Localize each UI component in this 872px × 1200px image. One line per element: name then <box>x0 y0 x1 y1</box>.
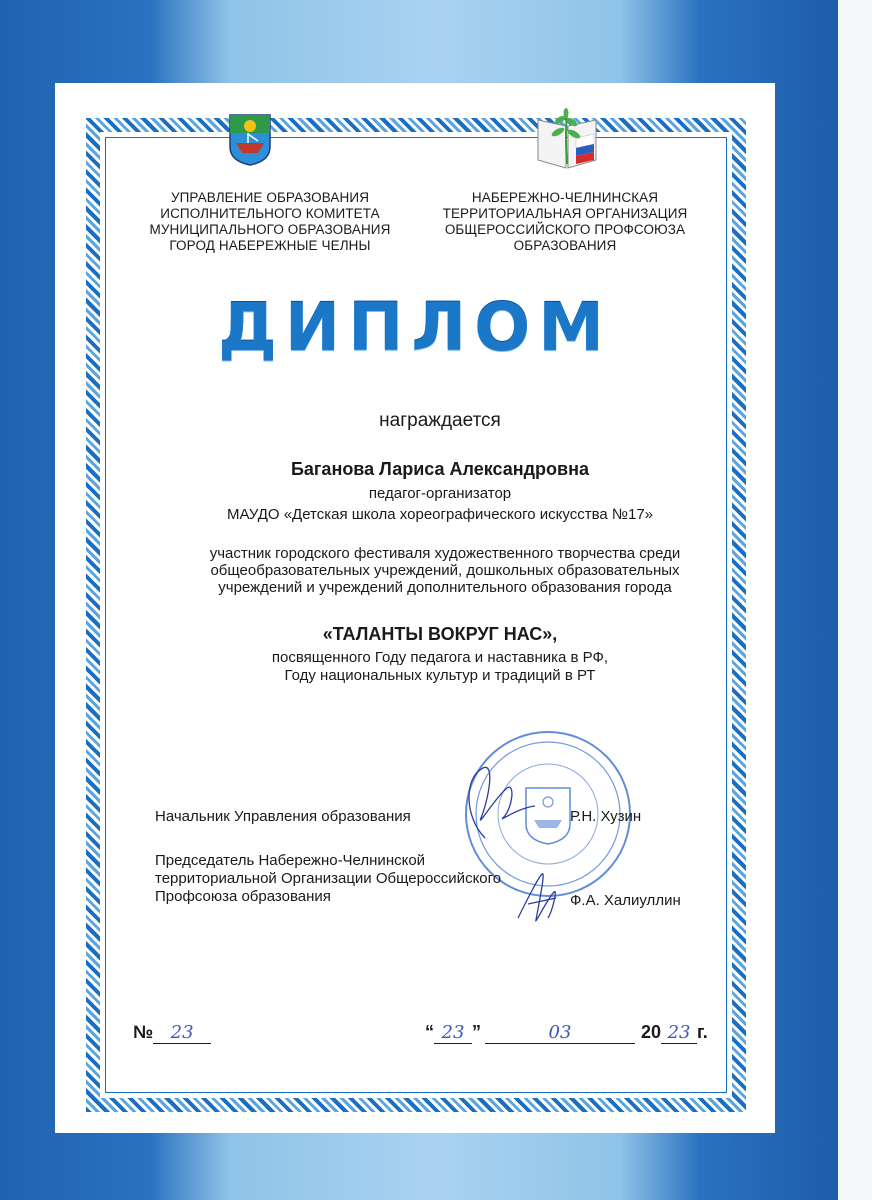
date-open-quote: “ <box>425 1022 434 1042</box>
signatory-1-title: Начальник Управления образования <box>155 808 411 825</box>
number-label: № <box>133 1022 154 1042</box>
recipient-position: педагог-организатор <box>368 485 512 502</box>
year-suffix: 23 <box>661 1022 697 1044</box>
diploma-title: ДИПЛОМ <box>218 289 612 366</box>
year-end: г. <box>697 1022 708 1042</box>
recipient-name: Баганова Лариса Александровна <box>290 459 589 479</box>
signatory-2-name: Ф.А. Халиуллин <box>570 892 681 909</box>
city-coat-of-arms-icon <box>228 113 272 167</box>
date-month: 03 <box>485 1022 635 1044</box>
trade-union-emblem-icon <box>532 108 602 172</box>
dedication-line-2: Году национальных культур и традиций в РТ <box>284 667 596 684</box>
left-org-name: УПРАВЛЕНИЕ ОБРАЗОВАНИЯ ИСПОЛНИТЕЛЬНОГО КОМИТЕТА МУНИЦИПАЛЬНОГО ОБРАЗОВАНИЯ ГОРОД НАБЕРЕЖНЫЕ ЧЕЛНЫ <box>149 190 391 253</box>
scan-edge <box>838 0 872 1200</box>
inner-frame-line <box>105 137 727 1093</box>
year-prefix: 20 <box>641 1022 662 1042</box>
awarded-label: награждается <box>379 410 501 431</box>
award-description <box>175 545 715 596</box>
signature-khaliullin <box>508 868 568 928</box>
date-close-quote: ” <box>472 1022 481 1042</box>
dedication <box>130 649 750 685</box>
festival-name: «ТАЛАНТЫ ВОКРУГ НАС», <box>322 624 558 644</box>
date-day: 23 <box>434 1022 472 1044</box>
diploma-number <box>133 1022 211 1044</box>
signatory-1-name: Р.Н. Хузин <box>570 808 642 825</box>
signatory-2-title: Председатель Набережно-Челнинской территориальной Организации Общероссийского Профсоюза образования <box>155 852 502 905</box>
right-org-name: НАБЕРЕЖНО-ЧЕЛНИНСКАЯ ТЕРРИТОРИАЛЬНАЯ ОРГАНИЗАЦИЯ ОБЩЕРОССИЙСКОГО ПРОФСОЮЗА ОБРАЗОВАНИЯ <box>442 190 688 253</box>
dedication-line-1: посвященного Году педагога и наставника в РФ, <box>271 649 609 666</box>
issue-date <box>425 1022 708 1044</box>
description-text: участник городского фестиваля художественного творчества среди общеобразовательных учреждений, дошкольных образовательных учреждений и учреждений дополнительного образования города <box>209 545 681 596</box>
signature-khuzin <box>455 758 545 848</box>
number-value: 23 <box>153 1022 211 1044</box>
recipient-school: МАУДО «Детская школа хореографического искусства №17» <box>227 506 653 523</box>
